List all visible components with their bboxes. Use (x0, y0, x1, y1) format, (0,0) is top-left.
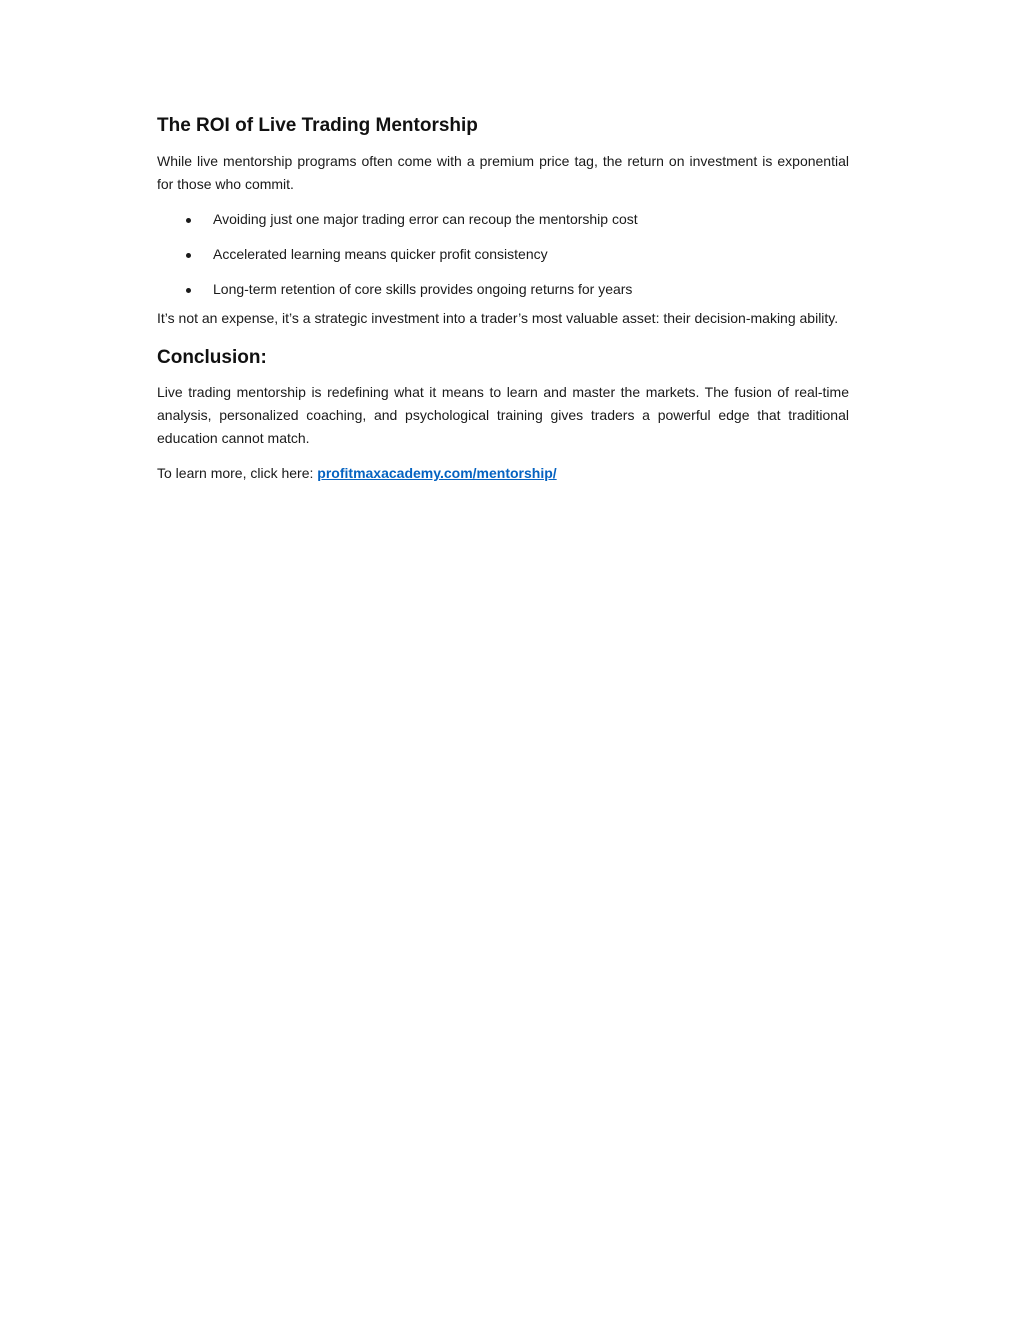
cta-prefix: To learn more, click here: (157, 465, 318, 481)
list-item-text: Accelerated learning means quicker profit consistency (213, 246, 548, 262)
conclusion-heading: Conclusion: (157, 347, 267, 368)
list-item (157, 278, 849, 301)
bullet-icon (186, 218, 191, 223)
mentorship-link[interactable]: profitmaxacademy.com/mentorship/ (317, 465, 557, 481)
list-item-text: Avoiding just one major trading error can recoup the mentorship cost (213, 211, 638, 227)
bullet-icon (186, 253, 191, 258)
list-item-text: Long-term retention of core skills provides ongoing returns for years (213, 281, 633, 297)
bullet-icon (186, 288, 191, 293)
document-page (157, 112, 849, 485)
cta-paragraph (157, 462, 849, 485)
roi-intro-paragraph: While live mentorship programs often come with a premium price tag, the return on investment is exponential for those who commit. (157, 153, 849, 192)
roi-bullet-list (157, 208, 849, 301)
roi-heading: The ROI of Live Trading Mentorship (157, 115, 478, 136)
conclusion-paragraph: Live trading mentorship is redefining what it means to learn and master the markets. The fusion of real-time analysis, personalized coaching, and psychological training gives traders a powerful edge that traditional education cannot match. (157, 384, 849, 446)
roi-closing-paragraph: It’s not an expense, it’s a strategic investment into a trader’s most valuable asset: their decision-making ability. (157, 310, 839, 326)
list-item (157, 243, 849, 266)
list-item (157, 208, 849, 231)
